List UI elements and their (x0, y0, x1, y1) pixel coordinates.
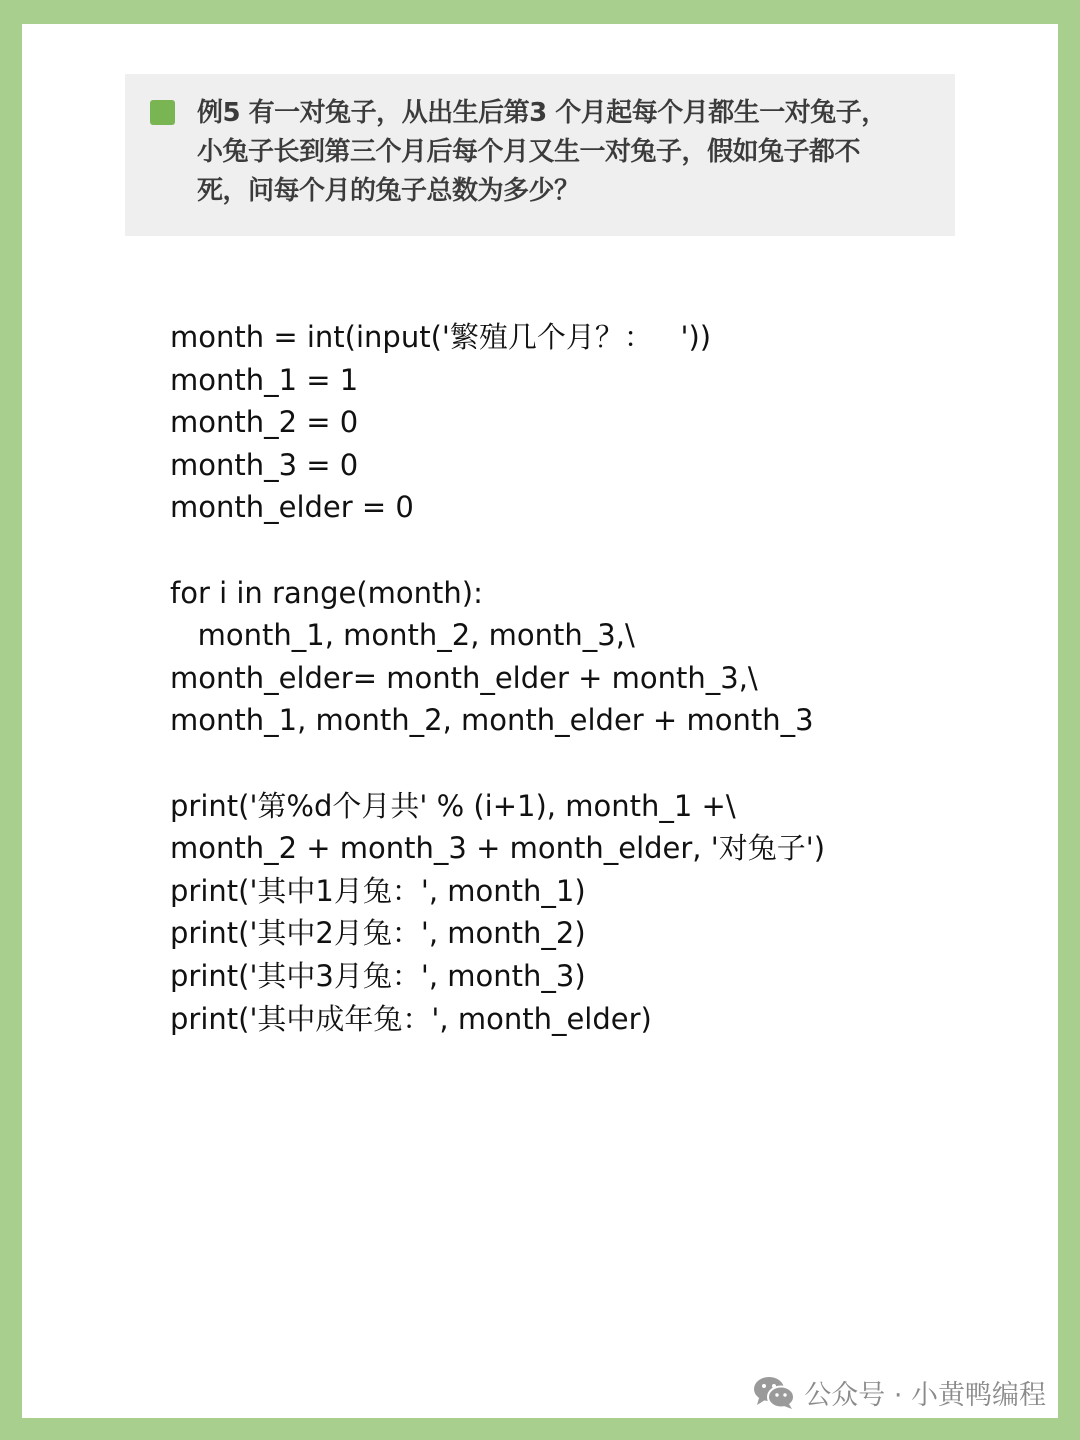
green-square-icon (150, 100, 175, 125)
code-line: month_2 + month_3 + month_elder, '对兔子') (170, 831, 826, 866)
problem-line-2: 小兔子长到第三个月后每个月又生一对兔子，假如兔子都不 (197, 137, 861, 167)
watermark-text: 公众号 · 小黄鸭编程 (804, 1380, 1046, 1411)
code-line: month_2 = 0 (170, 405, 359, 440)
wechat-icon (752, 1375, 796, 1411)
code-line-blank (170, 529, 1030, 572)
problem-statement (197, 94, 897, 211)
code-line-blank (170, 742, 1030, 785)
code-line: month_1, month_2, month_3,\ (170, 618, 635, 653)
problem-box (125, 74, 955, 236)
code-line: print('其中2月兔：', month_2) (170, 916, 586, 951)
page (22, 24, 1058, 1418)
code-line: month_3 = 0 (170, 447, 359, 482)
code-line: for i in range(month): (170, 575, 483, 610)
code-line: print('其中1月兔：', month_1) (170, 873, 586, 908)
watermark (752, 1373, 1046, 1412)
code-line: print('第%d个月共' % (i+1), month_1 +\ (170, 788, 736, 823)
code-line: print('其中3月兔：', month_3) (170, 958, 586, 993)
code-line: month_elder= month_elder + month_3,\ (170, 660, 758, 695)
problem-line-3: 死，问每个月的兔子总数为多少？ (197, 176, 580, 206)
code-block (170, 316, 1030, 1040)
code-line: print('其中成年兔：', month_elder) (170, 1001, 652, 1036)
code-line: month_elder = 0 (170, 490, 414, 525)
code-line: month_1 = 1 (170, 362, 359, 397)
problem-line-1: 例5 有一对兔子，从出生后第3 个月起每个月都生一对兔子， (197, 98, 887, 128)
code-line: month_1, month_2, month_elder + month_3 (170, 703, 814, 738)
code-line: month = int(input('繁殖几个月？： ')) (170, 320, 712, 354)
